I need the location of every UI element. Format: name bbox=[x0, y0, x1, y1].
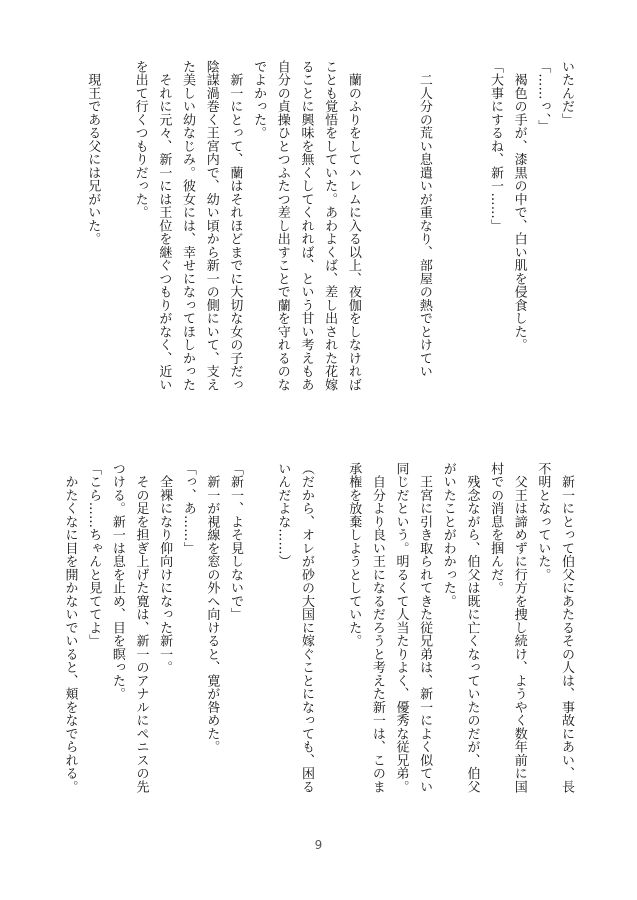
text-column: 「こら……ちゃんと見ててよ」 bbox=[86, 462, 102, 648]
text-column: （だから、オレが砂の大国に嫁ぐことになっても、困る bbox=[298, 462, 314, 794]
text-column: 「……っ、」 bbox=[535, 60, 551, 133]
page-number: 9 bbox=[314, 838, 323, 852]
text-column bbox=[318, 462, 342, 802]
upper-text-block bbox=[58, 60, 578, 400]
text-column: 全裸になり仰向けになった新一。 bbox=[157, 462, 173, 674]
text-column: 残念ながら、伯父は既に亡くなっていたのだが、伯父 bbox=[464, 475, 480, 794]
text-column: 現王である父には兄がいた。 bbox=[85, 60, 101, 246]
text-column: 蘭のふりをしてハレムに入る以上、夜伽をしなければ bbox=[345, 73, 361, 392]
text-column: その足を担ぎ上げた寛は、新一のアナルにペニスの先 bbox=[133, 475, 149, 794]
text-column: 「大事にするね、新一……」 bbox=[487, 60, 503, 233]
text-column: 陰謀渦巻く王宮内で、幼い頃から新一の側にいて、支え bbox=[203, 60, 219, 392]
text-column: を出て行くつもりだった。 bbox=[132, 60, 148, 219]
text-column: つける。新一は息を止め、目を瞑った。 bbox=[109, 462, 125, 701]
text-column: それに元々、新一には王位を継ぐつもりがなく、近い bbox=[156, 73, 172, 392]
text-column: ることに興味を無くしてくれれば、という甘い考えもあ bbox=[298, 60, 314, 392]
text-column: がいたことがわかった。 bbox=[440, 462, 456, 608]
text-column: 新一にとって伯父にあたるその人は、事故にあい、長 bbox=[559, 475, 574, 794]
text-column: 二人分の荒い息遣いが重なり、部屋の熱でとけてい bbox=[416, 73, 432, 378]
text-column: 新一が視線を窓の外へ向けると、寛が咎めた。 bbox=[204, 462, 220, 754]
text-column: 「新一、よそ見しないで」 bbox=[228, 462, 244, 621]
text-column: 褐色の手が、漆黒の中で、白い肌を侵食した。 bbox=[511, 60, 527, 352]
text-column: 自分の貞操ひとつふたつ差し出すことで蘭を守れるのな bbox=[274, 60, 290, 392]
text-column: 同じだという。明るくて人当たりよく、優秀な従兄弟。 bbox=[393, 462, 409, 794]
text-column: 承権を放棄しようとしていた。 bbox=[346, 462, 362, 648]
text-column bbox=[365, 60, 389, 400]
text-column: ことも覚悟をしていた。あわよくば、差し出された花嫁 bbox=[322, 60, 338, 392]
text-column: 「っ、あ……」 bbox=[180, 462, 196, 555]
text-column: た美しい幼なじみ。彼女には、幸せになってほしかった bbox=[180, 60, 195, 392]
text-column: でよかった。 bbox=[251, 60, 267, 140]
text-column: 父王は諦めずに行方を捜し続け、ようやく数年前に国 bbox=[511, 475, 527, 794]
text-column bbox=[104, 60, 128, 400]
text-column bbox=[247, 462, 271, 802]
lower-text-block bbox=[58, 462, 578, 802]
text-column: 王宮に引き取られてきた従兄弟は、新一によく似てい bbox=[417, 475, 433, 794]
text-column bbox=[389, 60, 413, 400]
text-column bbox=[460, 60, 484, 400]
text-column: いんだよな……） bbox=[275, 462, 291, 568]
text-column: 不明となっていた。 bbox=[535, 462, 551, 582]
text-column: いたんだ」 bbox=[559, 60, 574, 127]
text-column: かたくなに目を開かないでいると、頬をなでられる。 bbox=[62, 462, 78, 794]
text-column bbox=[436, 60, 460, 400]
text-column: 村での消息を掴んだ。 bbox=[488, 462, 504, 595]
text-column: 新一にとって、蘭はそれほどまでに大切な女の子だっ bbox=[227, 73, 243, 392]
text-column: 自分より良い王になるだろうと考えた新一は、このま bbox=[369, 475, 385, 794]
